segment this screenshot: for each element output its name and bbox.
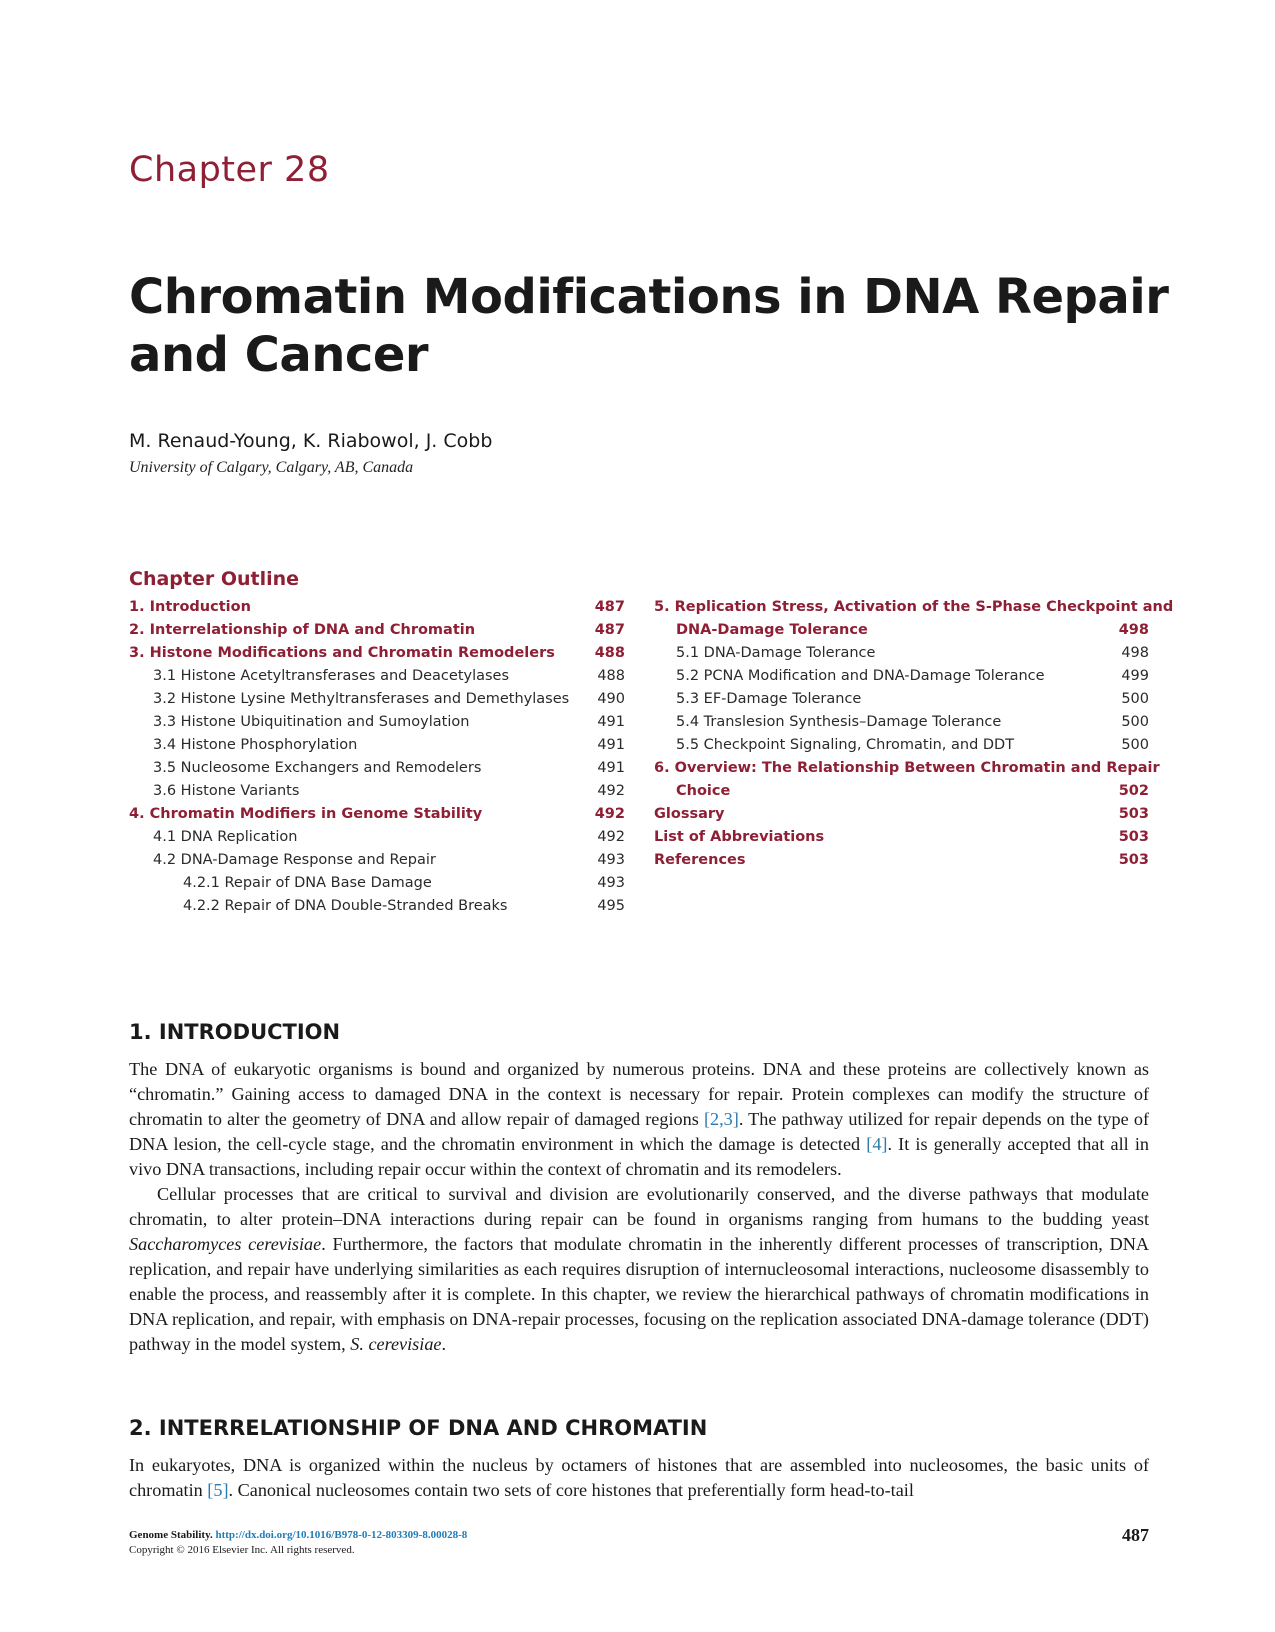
species-name: Saccharomyces cerevisiae	[129, 1234, 322, 1254]
toc-entry[interactable]: 3.4 Histone Phosphorylation 491	[153, 737, 625, 753]
chapter-title	[129, 268, 1179, 384]
toc-entry[interactable]: 4.2 DNA-Damage Response and Repair 493	[153, 852, 625, 868]
paragraph: In eukaryotes, DNA is organized within the nucleus by octamers of histones that are assembled into nucleosomes, the basic units of chromatin [5]. Canonical nucleosomes contain two sets of core histones that preferentially form head-to-tail	[129, 1455, 1149, 1500]
section-heading-introduction: 1. INTRODUCTION	[129, 1020, 341, 1044]
species-name: S. cerevisiae	[350, 1334, 442, 1354]
interrelationship-body	[129, 1453, 1149, 1503]
page-number: 487	[1122, 1525, 1149, 1545]
toc-entry[interactable]: 4.2.2 Repair of DNA Double-Stranded Breaks 495	[183, 898, 625, 914]
authors: M. Renaud-Young, K. Riabowol, J. Cobb	[129, 430, 493, 452]
chapter-label: Chapter 28	[129, 150, 330, 190]
doi-link[interactable]: http://dx.doi.org/10.1016/B978-0-12-803309-8.00028-8	[215, 1529, 468, 1541]
paragraph: Cellular processes that are critical to survival and division are evolutionarily conserved, and the diverse pathways that modulate chromatin, to alter protein–DNA interactions during repair can be found in organisms ranging from humans to the budding yeast Saccharomyces cerevisiae. Furthermore, the factors that modulate chromatin in the inherently different processes of transcription, DNA replication, and repair have underlying similarities as each requires disruption of internucleosomal interactions, nucleosome disassembly to enable the process, and reassembly after it is complete. In this chapter, we review the hierarchical pathways of chromatin modifications in DNA replication, and repair, with emphasis on DNA-repair processes, focusing on the replication associated DNA-damage tolerance (DDT) pathway in the model system, S. cerevisiae.	[129, 1184, 1149, 1354]
section-heading-interrelationship: 2. INTERRELATIONSHIP OF DNA AND CHROMATIN	[129, 1416, 708, 1440]
chapter-title-line1: Chromatin Modifications in DNA Repair	[129, 269, 1169, 325]
toc-entry[interactable]: 3.1 Histone Acetyltransferases and Deacetylases 488	[153, 668, 625, 684]
outline-left-column	[129, 596, 625, 918]
citation-link[interactable]: [5]	[207, 1480, 229, 1500]
toc-entry[interactable]: 5.3 EF-Damage Tolerance 500	[676, 691, 1149, 707]
journal-name: Genome Stability.	[129, 1529, 213, 1541]
toc-entry[interactable]: 2. Interrelationship of DNA and Chromatin 487	[129, 622, 625, 638]
citation-link[interactable]: [2,3]	[703, 1109, 739, 1129]
footer-citation	[129, 1528, 467, 1558]
affiliation: University of Calgary, Calgary, AB, Canada	[129, 459, 414, 476]
paragraph: The DNA of eukaryotic organisms is bound and organized by numerous proteins. DNA and these proteins are collectively known as “chromatin.” Gaining access to damaged DNA in the context is necessary for repair. Protein complexes can modify the structure of chromatin to alter the geometry of DNA and allow repair of damaged regions [2,3]. The pathway utilized for repair depends on the type of DNA lesion, the cell-cycle stage, and the chromatin environment in which the damage is detected [4]. It is generally accepted that all in vivo DNA transactions, including repair occur within the context of chromatin and its remodelers.	[129, 1059, 1149, 1179]
toc-entry[interactable]: 1. Introduction 487	[129, 599, 625, 615]
toc-entry[interactable]: 3.5 Nucleosome Exchangers and Remodelers 491	[153, 760, 625, 776]
toc-entry[interactable]: DNA-Damage Tolerance 498	[676, 622, 1149, 638]
toc-entry[interactable]: 5. Replication Stress, Activation of the S-Phase Checkpoint and	[654, 599, 1174, 615]
toc-entry[interactable]: 4. Chromatin Modifiers in Genome Stability 492	[129, 806, 625, 822]
toc-entry[interactable]: 3.3 Histone Ubiquitination and Sumoylation 491	[153, 714, 625, 730]
toc-entry[interactable]: 3. Histone Modifications and Chromatin Remodelers 488	[129, 645, 625, 661]
outline-right-column	[654, 596, 1174, 872]
toc-entry[interactable]: 5.5 Checkpoint Signaling, Chromatin, and DDT 500	[676, 737, 1149, 753]
toc-entry[interactable]: List of Abbreviations 503	[654, 829, 1149, 845]
toc-entry[interactable]: 5.4 Translesion Synthesis–Damage Tolerance 500	[676, 714, 1149, 730]
toc-entry[interactable]: 4.2.1 Repair of DNA Base Damage 493	[183, 875, 625, 891]
citation-link[interactable]: [4]	[866, 1134, 888, 1154]
chapter-title-line2: and Cancer	[129, 327, 429, 383]
toc-entry[interactable]: 3.6 Histone Variants 492	[153, 783, 625, 799]
copyright: Copyright © 2016 Elsevier Inc. All rights reserved.	[129, 1544, 355, 1556]
toc-entry[interactable]: 3.2 Histone Lysine Methyltransferases and Demethylases 490	[153, 691, 625, 707]
toc-entry[interactable]: Glossary 503	[654, 806, 1149, 822]
toc-entry[interactable]: 5.1 DNA-Damage Tolerance 498	[676, 645, 1149, 661]
toc-entry[interactable]: References 503	[654, 852, 1149, 868]
toc-entry[interactable]: Choice 502	[676, 783, 1149, 799]
toc-entry[interactable]: 5.2 PCNA Modification and DNA-Damage Tolerance 499	[676, 668, 1149, 684]
toc-entry[interactable]: 6. Overview: The Relationship Between Chromatin and Repair	[654, 760, 1160, 776]
toc-entry[interactable]: 4.1 DNA Replication 492	[153, 829, 625, 845]
chapter-outline-heading: Chapter Outline	[129, 568, 300, 590]
introduction-body	[129, 1057, 1149, 1357]
